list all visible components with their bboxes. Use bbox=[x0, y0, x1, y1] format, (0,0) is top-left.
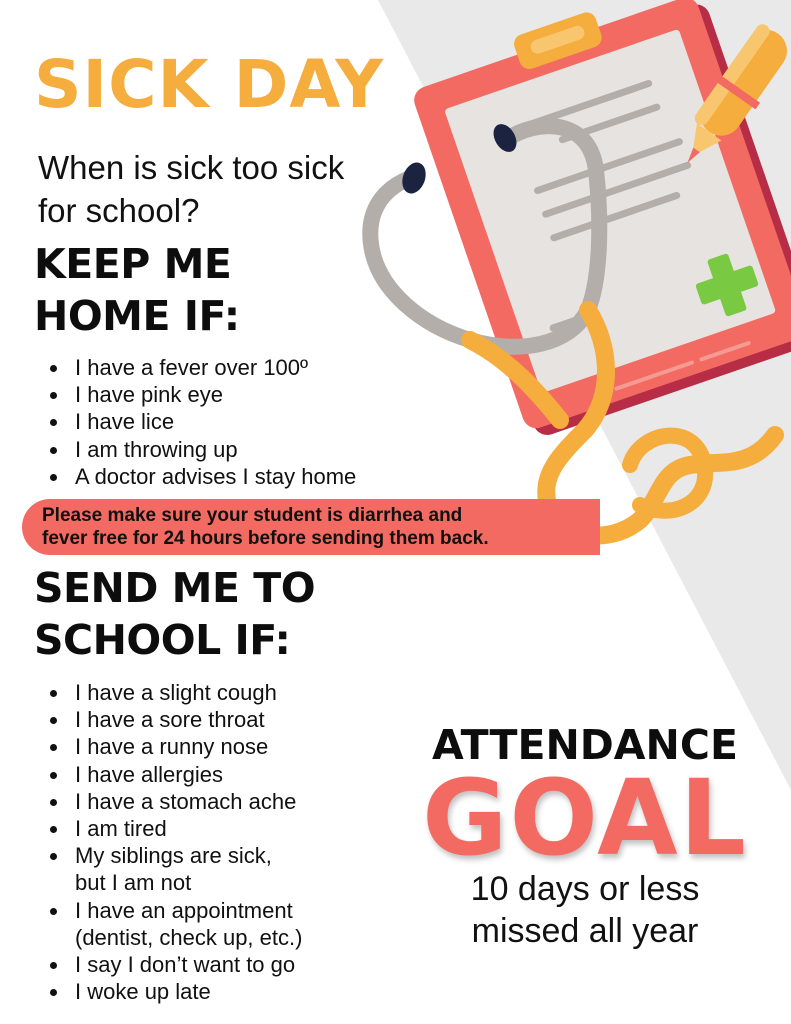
notice-text bbox=[42, 504, 489, 550]
keep-home-list bbox=[38, 354, 458, 490]
list-item bbox=[38, 733, 418, 760]
list-item bbox=[38, 815, 418, 842]
list-item-text: but I am not bbox=[75, 870, 192, 896]
goal-line: 10 days or less bbox=[470, 870, 700, 908]
list-item-text: My siblings are sick, bbox=[75, 843, 272, 869]
list-item-text: I have an appointment bbox=[75, 897, 293, 923]
goal-line: missed all year bbox=[471, 912, 699, 950]
list-item bbox=[38, 706, 418, 733]
list-item-text: I say I don’t want to go bbox=[75, 952, 296, 978]
list-item-text: I woke up late bbox=[75, 979, 211, 1005]
send-to-school-list bbox=[38, 679, 418, 1005]
goal-label: GOAL bbox=[422, 757, 748, 879]
attendance-goal-text bbox=[420, 868, 750, 952]
list-item bbox=[38, 978, 418, 1005]
list-item: I am throwing up bbox=[38, 436, 458, 463]
list-item bbox=[38, 788, 418, 815]
page-subtitle: When is sick too sick for school? bbox=[38, 149, 345, 229]
list-item-text: I have a sore throat bbox=[75, 707, 265, 733]
list-item bbox=[38, 761, 418, 788]
list-item-text: I have allergies bbox=[75, 761, 223, 787]
list-item-text: I am tired bbox=[75, 816, 167, 842]
list-item-text: I have a stomach ache bbox=[75, 788, 297, 814]
list-item bbox=[38, 897, 418, 951]
list-item: I have lice bbox=[38, 408, 458, 435]
list-item-text: I have a slight cough bbox=[75, 680, 277, 705]
attendance-label: ATTENDANCE bbox=[432, 721, 738, 769]
notice-banner bbox=[22, 499, 600, 555]
notice-line: Please make sure your student is diarrhea and bbox=[42, 505, 463, 526]
list-item: A doctor advises I stay home bbox=[38, 463, 458, 490]
notice-line: fever free for 24 hours before sending them back. bbox=[42, 528, 489, 549]
keep-home-heading: KEEP ME HOME IF: bbox=[34, 240, 240, 340]
send-to-school-heading: SEND ME TO SCHOOL IF: bbox=[34, 564, 316, 664]
list-item bbox=[38, 679, 418, 706]
list-item bbox=[38, 951, 418, 978]
list-item-text: I have a runny nose bbox=[75, 734, 269, 760]
list-item: I have pink eye bbox=[38, 381, 458, 408]
list-item: I have a fever over 100º bbox=[38, 354, 458, 381]
list-item-text: (dentist, check up, etc.) bbox=[75, 924, 303, 950]
page-title: SICK DAY bbox=[34, 46, 384, 123]
list-item bbox=[38, 842, 418, 896]
